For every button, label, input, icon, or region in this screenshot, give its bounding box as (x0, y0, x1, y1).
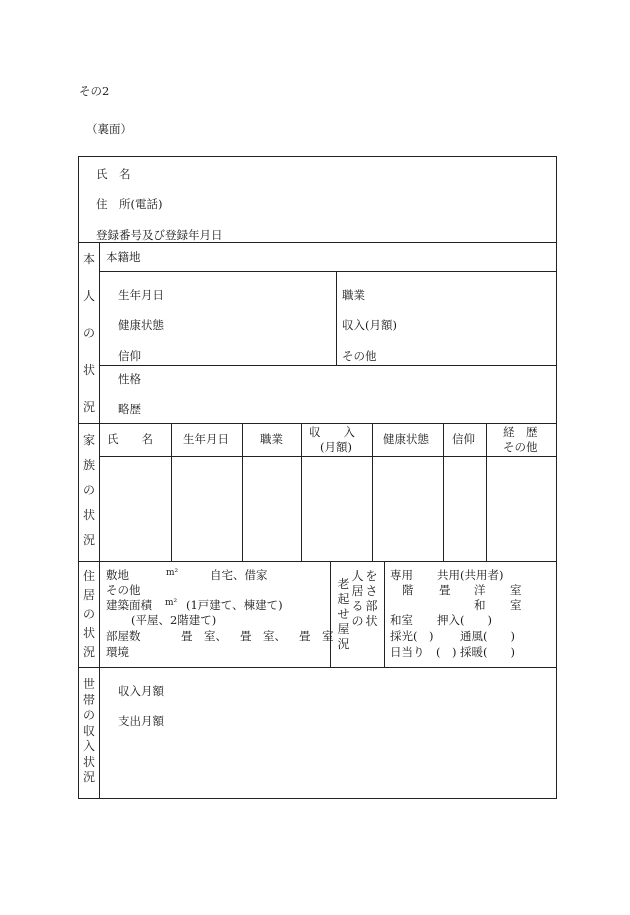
site-unit: m² (166, 568, 179, 578)
rooms-tatami-2: 畳 室、 (240, 629, 286, 643)
health-label: 健康状態 (118, 318, 164, 332)
building-area-label: 建築面積 (106, 598, 152, 612)
household-expense-label: 支出月額 (118, 714, 164, 728)
family-col-health: 健康状態 (383, 432, 429, 446)
religion-label: 信仰 (118, 349, 141, 363)
building-type-label: (1戸建て、棟建て) (186, 598, 283, 612)
shared-label: 共用(共用者) (437, 568, 504, 582)
family-col-history: 経 歴 (503, 425, 538, 439)
family-col-income: 収 入 (309, 425, 355, 439)
tatami-label: 畳 (439, 583, 451, 597)
japanese-label: 和 (474, 598, 486, 612)
family-col-name: 氏 名 (107, 432, 153, 446)
household-income-side-label: 世 帯 の 収 入 状 況 (82, 677, 95, 784)
rooms-tatami-3: 畳 室 (299, 629, 334, 643)
family-status-side-label: 家 族 の 状 況 (82, 433, 95, 547)
rooms-tatami-1: 畳 室、 (181, 629, 227, 643)
western-label: 洋 (474, 583, 486, 597)
elder-room-label-col3: を さ 部 状 (365, 569, 378, 628)
occupation-label: 職業 (342, 288, 365, 302)
history-label: 略歴 (118, 402, 141, 416)
stories-label: (平屋、2階建て) (131, 613, 217, 627)
rooms-label: 部屋数 (106, 629, 141, 643)
family-col-income-monthly: (月額) (320, 440, 352, 454)
western-room-label: 室 (510, 583, 522, 597)
ownership-label: 自宅、借家 (210, 568, 268, 582)
building-area-unit: m² (165, 598, 178, 608)
floor-label: 階 (402, 583, 414, 597)
environment-label: 環境 (106, 645, 129, 659)
ventilation-label: 通風( ) (460, 629, 515, 643)
elder-room-label-col2: 人 居 る の (351, 569, 364, 628)
household-income-label: 収入月額 (118, 684, 164, 698)
income-label: 収入(月額) (342, 318, 397, 332)
family-col-birthdate: 生年月日 (183, 432, 229, 446)
section-number: その2 (79, 84, 110, 98)
domicile-label: 本籍地 (106, 250, 141, 264)
self-status-side-label: 本 人 の 状 況 (82, 252, 95, 414)
sunlight-label: 日当り ( ) (390, 645, 457, 659)
family-col-religion: 信仰 (452, 432, 475, 446)
private-label: 専用 (390, 568, 413, 582)
site-label: 敷地 (106, 568, 129, 582)
other-label: その他 (342, 349, 377, 363)
elder-room-label-col1: 老 起 せ 屋 況 (337, 577, 350, 651)
side-label: （裏面） (86, 122, 132, 136)
japanese-room-label: 和室 (390, 613, 413, 627)
housing-status-side-label: 住 居 の 状 況 (82, 569, 95, 659)
personality-label: 性格 (118, 372, 141, 386)
registration-label: 登録番号及び登録年月日 (96, 228, 223, 242)
name-label: 氏 名 (96, 167, 131, 181)
birthdate-label: 生年月日 (118, 288, 164, 302)
closet-label: 押入( ) (437, 613, 492, 627)
lighting-label: 採光( ) (390, 629, 434, 643)
family-col-other: その他 (503, 440, 538, 454)
family-col-occupation: 職業 (260, 432, 283, 446)
address-label: 住 所(電話) (96, 197, 163, 211)
japanese-room-suffix: 室 (510, 598, 522, 612)
housing-other-label: その他 (106, 583, 141, 597)
heating-label: 採暖( ) (460, 645, 515, 659)
